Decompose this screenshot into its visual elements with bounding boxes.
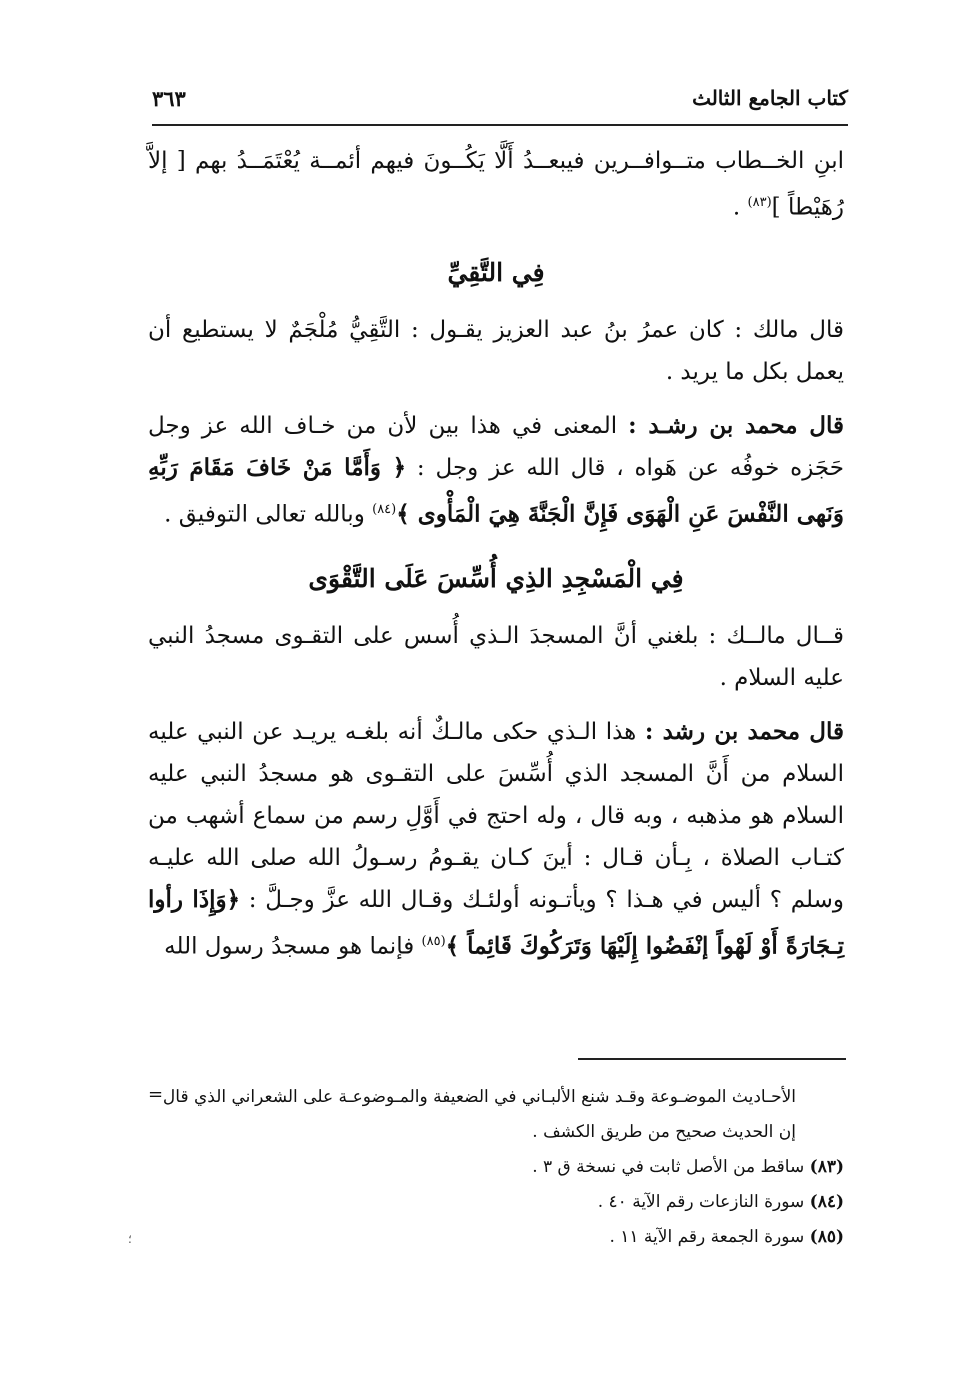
- margin-mark: ؛: [128, 1232, 132, 1246]
- quran-quote-2: ﴿وَإِذَا رأوا تِـجَارَةً أَوْ لَهْواً إنْفَضُوا إِلَيْهَا وَتَرَكُوكَ قَائِماً ﴾: [148, 886, 844, 960]
- footnote-83-number: (٨٣): [809, 1157, 844, 1177]
- main-text: [148, 140, 844, 980]
- footnote-continuation: الأحـاديث الموضـوعة وقـد شنع الألبـاني في الضعيفة والمـوضوعـة على الشعراني الذي قال إن الحديث صحيح من طريق الكشف .: [162, 1087, 796, 1142]
- paragraph-3: [148, 405, 844, 536]
- paragraph-1-end: .: [732, 194, 748, 221]
- paragraph-3-text: المعنى في هذا بين لأن من خـاف الله عز وجل حَجَزه خوفُه عن هَواه ، قال الله عز وجل :: [148, 412, 844, 481]
- paragraph-3-lead: قال محمد بن رشـد :: [628, 411, 844, 439]
- footnote-ref-84: (٨٤): [372, 501, 397, 517]
- paragraph-5-end: فإنما هو مسجدُ رسول الله: [164, 933, 422, 960]
- footnote-83: [148, 1150, 844, 1185]
- footnote-84-text: سورة النازعات رقم الآية ٤٠ .: [597, 1192, 810, 1212]
- paragraph-5-lead: قال محمد بن رشد :: [644, 718, 844, 746]
- footnote-85: [148, 1220, 844, 1255]
- paragraph-3-end: وبالله تعالى التوفيق .: [164, 501, 373, 528]
- running-title: كتاب الجامع الثالث: [692, 86, 848, 110]
- paragraph-5: [148, 711, 844, 968]
- footnote-ref-83: (٨٣): [747, 195, 772, 210]
- paragraph-2: قال مالك : كان عمرُ بنُ عبد العزيز يقـول : التَّقِيُّ مُلْجَمٌ لا يستطيع أن يعمل بكل ما يريد .: [148, 316, 844, 385]
- continuation-mark: =: [148, 1084, 164, 1105]
- paragraph-1: [148, 140, 844, 229]
- paragraph-4: قــال مالــك : بلغني أنَّ المسجدَ الـذي أُسس على التقـوى مسجدُ النبي عليه السلام .: [148, 623, 844, 692]
- footnote-ref-85: (٨٥): [421, 934, 446, 950]
- section-heading-masjid: فِي الْمَسْجِدِ الذِي أُسِّسَ عَلَى التَّقْوَى: [308, 564, 684, 594]
- footnote-85-number: (٨٥): [809, 1227, 844, 1247]
- page-number: ٣٦٣: [152, 86, 186, 111]
- footnote-84: [148, 1185, 844, 1220]
- page-header: [152, 80, 848, 126]
- paragraph-5-text: هذا الـذي حكى مالـكٌ أنه بلغـه يريـد عن النبي عليه السلام من أَنَّ المسجد الذي أُسِّسَ على التقـوى هو مسجدُ النبي عليه السلام هو مذهبه ، وبه قال ، وله احتج في أَوَّلِ رسم من سماع أشهب من كتـاب الصلاة ، بِـأن قـال : أينَ كـان يقـومُ رسـولُ الله صلى الله عليـه وسلم ؟ أليس في هـذا ؟ ويأتـونه أولئـك وقـال الله عزَّ وجـلَّ :: [148, 719, 844, 914]
- footnotes: [148, 1080, 844, 1255]
- quran-quote-1: ﴿ وَأَمَّا مَنْ خَافَ مَقَامَ رَبِّهِ وَنَهى النَّفْسَ عَنِ الْهَوَى فَإِنَّ الْجَنَّةَ هِيَ الْمَأْوى ﴾: [148, 453, 844, 528]
- footnote-divider: [578, 1058, 846, 1060]
- footnote-84-number: (٨٤): [809, 1192, 844, 1212]
- footnote-83-text: ساقط من الأصل ثابت في نسخة ق ٣ .: [532, 1157, 810, 1177]
- paragraph-1-text: ابنِ الخــطاب متــوافــرين فيبعــدُ أَلَّا يَكُــونَ فيهم أئمــة يُعْتَمَــدُ بهم [ إلاَّ رُهَيْطاً ]: [148, 148, 844, 221]
- section-heading-taqi: فِي التَّقِيِّ: [447, 257, 545, 287]
- footnote-85-text: سورة الجمعة رقم الآية ١١ .: [609, 1227, 810, 1247]
